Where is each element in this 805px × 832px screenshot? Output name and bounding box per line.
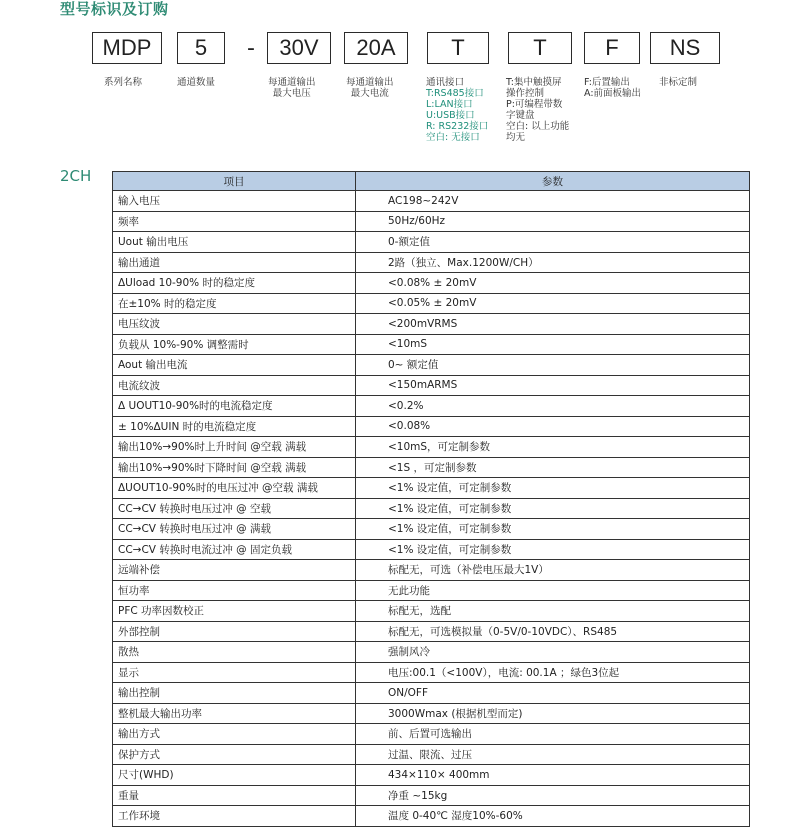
spec-value-cell: 过温、限流、过压 [356, 744, 750, 765]
table-row [113, 519, 750, 540]
spec-value-cell: 标配无，可选模拟量（0-5V/0-10VDC）、RS485 [356, 621, 750, 642]
spec-value-cell: 434×110× 400mm [356, 765, 750, 786]
spec-value-cell: 无此功能 [356, 580, 750, 601]
label-output: F:后置输出 A:前面板输出 [584, 77, 642, 99]
label-control: T:集中触摸屏 操作控制 P:可编程带数 字键盘 空白: 以上功能 均无 [506, 77, 570, 143]
header-param: 参数 [356, 172, 750, 191]
code-current-box: 20A [344, 32, 408, 64]
table-row [113, 334, 750, 355]
spec-item-cell: 在±10% 时的稳定度 [113, 293, 356, 314]
spec-value-cell: 标配无，选配 [356, 601, 750, 622]
page-title: 型号标识及订购 [60, 0, 169, 18]
spec-value-cell: AC198~242V [356, 191, 750, 212]
spec-value-cell: <10mS [356, 334, 750, 355]
table-row [113, 314, 750, 335]
spec-item-cell: 散热 [113, 642, 356, 663]
table-row [113, 683, 750, 704]
spec-item-cell: 输出控制 [113, 683, 356, 704]
table-row [113, 621, 750, 642]
code-interface-box: T [427, 32, 489, 64]
table-row [113, 437, 750, 458]
spec-item-cell: 输出方式 [113, 724, 356, 745]
spec-item-cell: 远端补偿 [113, 560, 356, 581]
spec-item-cell: 频率 [113, 211, 356, 232]
code-dash: - [247, 35, 255, 61]
spec-item-cell: 尺寸(WHD) [113, 765, 356, 786]
section-label-2ch: 2CH [60, 167, 92, 185]
spec-item-cell: Uout 输出电压 [113, 232, 356, 253]
spec-value-cell: <150mARMS [356, 375, 750, 396]
label-custom: 非标定制 [659, 77, 698, 88]
code-custom-box: NS [650, 32, 720, 64]
spec-item-cell: 保护方式 [113, 744, 356, 765]
table-row [113, 273, 750, 294]
spec-value-cell: <200mVRMS [356, 314, 750, 335]
table-row [113, 498, 750, 519]
spec-value-cell: 温度 0-40℃ 湿度10%-60% [356, 806, 750, 827]
spec-item-cell: CC→CV 转换时电流过冲 @ 固定负载 [113, 539, 356, 560]
table-row [113, 375, 750, 396]
spec-value-cell: 0-额定值 [356, 232, 750, 253]
label-voltage: 每通道输出 最大电压 [268, 77, 316, 99]
spec-table [112, 171, 750, 827]
spec-value-cell: <0.08% [356, 416, 750, 437]
spec-item-cell: CC→CV 转换时电压过冲 @ 满载 [113, 519, 356, 540]
table-row [113, 211, 750, 232]
spec-item-cell: 显示 [113, 662, 356, 683]
table-row [113, 252, 750, 273]
table-row [113, 416, 750, 437]
spec-item-cell: 重量 [113, 785, 356, 806]
spec-value-cell: <10mS，可定制参数 [356, 437, 750, 458]
table-row [113, 293, 750, 314]
spec-item-cell: PFC 功率因数校正 [113, 601, 356, 622]
table-row [113, 355, 750, 376]
table-row [113, 785, 750, 806]
table-row [113, 478, 750, 499]
table-row [113, 601, 750, 622]
label-interface: 通讯接口 T:RS485接口 L:LAN接口 U:USB接口 R: RS232接口 空白: 无接口 [426, 77, 489, 143]
table-row [113, 539, 750, 560]
spec-item-cell: 电压纹波 [113, 314, 356, 335]
code-control-box: T [508, 32, 572, 64]
spec-item-cell: CC→CV 转换时电压过冲 @ 空载 [113, 498, 356, 519]
spec-item-cell: 整机最大输出功率 [113, 703, 356, 724]
spec-item-cell: 电流纹波 [113, 375, 356, 396]
spec-item-cell: 输出通道 [113, 252, 356, 273]
code-series-box: MDP [92, 32, 162, 64]
spec-item-cell: 外部控制 [113, 621, 356, 642]
spec-item-cell: 输出10%→90%时上升时间 @空载 满载 [113, 437, 356, 458]
spec-value-cell: <0.08% ± 20mV [356, 273, 750, 294]
spec-item-cell: Δ UOUT10-90%时的电流稳定度 [113, 396, 356, 417]
spec-value-cell: 前、后置可选输出 [356, 724, 750, 745]
spec-item-cell: ΔUload 10-90% 时的稳定度 [113, 273, 356, 294]
table-row [113, 191, 750, 212]
spec-item-cell: Aout 输出电流 [113, 355, 356, 376]
spec-value-cell: <1% 设定值，可定制参数 [356, 539, 750, 560]
spec-item-cell: 输入电压 [113, 191, 356, 212]
spec-table-body [113, 191, 750, 827]
spec-value-cell: 电压:00.1（<100V），电流: 00.1A ；绿色3位起 [356, 662, 750, 683]
code-channels-box: 5 [177, 32, 225, 64]
spec-value-cell: 3000Wmax (根据机型而定) [356, 703, 750, 724]
spec-value-cell: <0.05% ± 20mV [356, 293, 750, 314]
table-row [113, 457, 750, 478]
spec-value-cell: 0~ 额定值 [356, 355, 750, 376]
table-header-row [113, 172, 750, 191]
spec-item-cell: ± 10%ΔUIN 时的电流稳定度 [113, 416, 356, 437]
spec-value-cell: 50Hz/60Hz [356, 211, 750, 232]
table-row [113, 703, 750, 724]
table-row [113, 662, 750, 683]
spec-value-cell: <1S ，可定制参数 [356, 457, 750, 478]
table-row [113, 806, 750, 827]
spec-value-cell: 强制风冷 [356, 642, 750, 663]
code-output-box: F [584, 32, 640, 64]
spec-item-cell: ΔUOUT10-90%时的电压过冲 @空载 满载 [113, 478, 356, 499]
code-voltage-box: 30V [267, 32, 331, 64]
label-series: 系列名称 [104, 77, 143, 88]
spec-value-cell: 净重 ~15kg [356, 785, 750, 806]
table-row [113, 744, 750, 765]
table-row [113, 642, 750, 663]
spec-value-cell: <0.2% [356, 396, 750, 417]
spec-item-cell: 工作环境 [113, 806, 356, 827]
spec-value-cell: <1% 设定值，可定制参数 [356, 498, 750, 519]
header-item: 项目 [113, 172, 356, 191]
table-row [113, 765, 750, 786]
label-channels: 通道数量 [177, 77, 216, 88]
spec-item-cell: 恒功率 [113, 580, 356, 601]
spec-value-cell: 2路（独立、Max.1200W/CH） [356, 252, 750, 273]
spec-value-cell: ON/OFF [356, 683, 750, 704]
table-row [113, 560, 750, 581]
table-row [113, 724, 750, 745]
spec-value-cell: <1% 设定值，可定制参数 [356, 519, 750, 540]
spec-item-cell: 输出10%→90%时下降时间 @空载 满载 [113, 457, 356, 478]
spec-value-cell: <1% 设定值，可定制参数 [356, 478, 750, 499]
spec-item-cell: 负载从 10%-90% 调整需时 [113, 334, 356, 355]
table-row [113, 580, 750, 601]
table-row [113, 232, 750, 253]
label-current: 每通道输出 最大电流 [346, 77, 394, 99]
spec-value-cell: 标配无，可选（补偿电压最大1V） [356, 560, 750, 581]
table-row [113, 396, 750, 417]
